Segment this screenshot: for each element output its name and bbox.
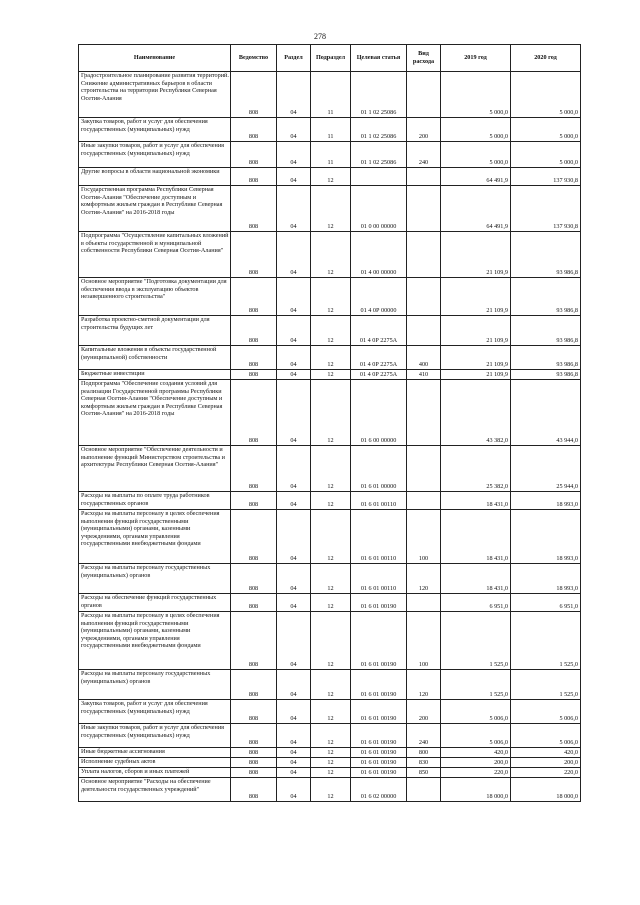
table-row [79,380,581,446]
row-name: Основное мероприятие "Подготовка документации для обеспечения ввода в эксплуатацию объектов незавершенного строительства" [79,278,231,316]
row-name: Расходы на выплаты по оплате труда работников государственных органов [79,492,231,510]
row-value-2019: 5 006,0 [441,700,511,724]
row-target-article: 01 0 00 00000 [351,186,407,232]
row-department: 808 [231,142,277,168]
row-subsection: 12 [311,446,351,492]
row-value-2020: 420,0 [511,748,581,758]
row-subsection: 12 [311,778,351,802]
row-department: 808 [231,564,277,594]
row-section: 04 [277,118,311,142]
row-expense-type: 410 [407,370,441,380]
row-value-2020: 5 000,0 [511,142,581,168]
row-target-article [351,168,407,186]
row-section: 04 [277,700,311,724]
row-section: 04 [277,370,311,380]
row-value-2019: 5 000,0 [441,72,511,118]
row-department: 808 [231,380,277,446]
row-expense-type [407,168,441,186]
table-row [79,316,581,346]
row-value-2019: 18 000,0 [441,778,511,802]
header-name: Наименование [79,45,231,72]
row-value-2020: 18 000,0 [511,778,581,802]
row-section: 04 [277,186,311,232]
row-expense-type: 120 [407,670,441,700]
table-row [79,724,581,748]
row-expense-type [407,492,441,510]
table-row [79,492,581,510]
header-target-article: Целевая статья [351,45,407,72]
row-name: Исполнение судебных актов [79,758,231,768]
table-row [79,612,581,670]
table-row [79,510,581,564]
row-section: 04 [277,724,311,748]
row-target-article: 01 6 01 00110 [351,492,407,510]
row-section: 04 [277,748,311,758]
row-expense-type: 400 [407,346,441,370]
row-section: 04 [277,778,311,802]
header-department: Ведомство [231,45,277,72]
page-number: 278 [314,32,326,41]
row-value-2020: 137 930,8 [511,186,581,232]
row-name: Градостроительное планирование развития территорий. Снижение административных барьеров в области строительства на территории Республики Северная Осетия-Алания [79,72,231,118]
row-department: 808 [231,612,277,670]
row-value-2019: 21 109,9 [441,278,511,316]
row-expense-type [407,72,441,118]
row-department: 808 [231,748,277,758]
header-year-2019: 2019 год [441,45,511,72]
row-expense-type: 200 [407,118,441,142]
row-target-article: 01 6 01 00110 [351,564,407,594]
row-expense-type: 800 [407,748,441,758]
table-row [79,346,581,370]
row-value-2020: 18 993,0 [511,492,581,510]
header-section: Раздел [277,45,311,72]
row-department: 808 [231,232,277,278]
row-subsection: 12 [311,564,351,594]
row-name: Основное мероприятие "Расходы на обеспечение деятельности государственных учреждений" [79,778,231,802]
row-subsection: 12 [311,594,351,612]
row-name: Иные закупки товаров, работ и услуг для обеспечения государственных (муниципальных) нужд [79,142,231,168]
row-section: 04 [277,346,311,370]
table-row [79,142,581,168]
header-year-2020: 2020 год [511,45,581,72]
row-target-article: 01 1 02 25086 [351,118,407,142]
row-subsection: 12 [311,346,351,370]
row-subsection: 12 [311,724,351,748]
row-value-2019: 18 431,0 [441,510,511,564]
row-value-2019: 1 525,0 [441,670,511,700]
row-value-2019: 21 109,9 [441,346,511,370]
row-target-article: 01 6 02 00000 [351,778,407,802]
table-row [79,758,581,768]
row-name: Расходы на выплаты персоналу в целях обеспечения выполнения функций государственными (муниципальными) органами, казенными учреждениями, органами управления государственными внебюджетными фондами [79,612,231,670]
row-department: 808 [231,758,277,768]
row-department: 808 [231,278,277,316]
table-row [79,370,581,380]
row-section: 04 [277,316,311,346]
row-subsection: 12 [311,232,351,278]
row-department: 808 [231,186,277,232]
row-section: 04 [277,510,311,564]
row-target-article: 01 6 01 00000 [351,446,407,492]
row-target-article: 01 4 0Р 2275А [351,316,407,346]
row-value-2019: 21 109,9 [441,370,511,380]
row-subsection: 12 [311,316,351,346]
row-department: 808 [231,700,277,724]
row-name: Иные закупки товаров, работ и услуг для обеспечения государственных (муниципальных) нужд [79,724,231,748]
table-row [79,700,581,724]
row-department: 808 [231,778,277,802]
row-name: Основное мероприятие "Обеспечение деятельности и выполнение функций Министерством строительства и архитектуры Республики Северная Осетия-Алания" [79,446,231,492]
row-subsection: 12 [311,700,351,724]
row-value-2019: 5 000,0 [441,142,511,168]
budget-table [78,44,581,802]
row-expense-type [407,380,441,446]
table-row [79,768,581,778]
row-subsection: 12 [311,370,351,380]
row-value-2019: 6 951,0 [441,594,511,612]
row-name: Закупка товаров, работ и услуг для обеспечения государственных (муниципальных) нужд [79,700,231,724]
table-row [79,670,581,700]
row-target-article: 01 1 02 25086 [351,142,407,168]
row-department: 808 [231,724,277,748]
row-target-article: 01 4 0Р 00000 [351,278,407,316]
row-subsection: 12 [311,278,351,316]
row-target-article: 01 6 01 00190 [351,670,407,700]
row-target-article: 01 6 01 00110 [351,510,407,564]
row-value-2020: 5 006,0 [511,700,581,724]
table-row [79,446,581,492]
row-name: Расходы на обеспечение функций государственных органов [79,594,231,612]
row-target-article: 01 4 00 00000 [351,232,407,278]
row-name: Подпрограмма "Осуществление капитальных вложений в объекты государственной и муниципальной собственности Республики Северная Осетия-Алания" [79,232,231,278]
row-value-2020: 137 930,8 [511,168,581,186]
row-section: 04 [277,380,311,446]
row-expense-type [407,778,441,802]
row-department: 808 [231,446,277,492]
row-value-2019: 200,0 [441,758,511,768]
row-value-2019: 5 006,0 [441,724,511,748]
row-target-article: 01 4 0Р 2275А [351,346,407,370]
row-value-2019: 64 491,9 [441,168,511,186]
row-value-2020: 5 000,0 [511,118,581,142]
row-name: Капитальные вложения в объекты государственной (муниципальной) собственности [79,346,231,370]
row-subsection: 12 [311,492,351,510]
row-department: 808 [231,492,277,510]
row-subsection: 12 [311,186,351,232]
row-value-2020: 200,0 [511,758,581,768]
row-expense-type: 240 [407,142,441,168]
row-department: 808 [231,72,277,118]
row-expense-type: 120 [407,564,441,594]
row-value-2019: 25 382,0 [441,446,511,492]
table-row [79,118,581,142]
row-value-2020: 6 951,0 [511,594,581,612]
table-row [79,778,581,802]
table-header-row [79,45,581,72]
row-name: Другие вопросы в области национальной экономики [79,168,231,186]
row-target-article: 01 6 01 00190 [351,700,407,724]
row-subsection: 11 [311,142,351,168]
table-row [79,594,581,612]
row-name: Уплата налогов, сборов и иных платежей [79,768,231,778]
row-value-2020: 5 000,0 [511,72,581,118]
row-section: 04 [277,142,311,168]
row-expense-type [407,316,441,346]
row-target-article: 01 1 02 25086 [351,72,407,118]
row-value-2020: 220,0 [511,768,581,778]
row-value-2020: 1 525,0 [511,612,581,670]
row-department: 808 [231,118,277,142]
row-target-article: 01 6 01 00190 [351,724,407,748]
row-subsection: 12 [311,510,351,564]
table-row [79,232,581,278]
row-target-article: 01 6 01 00190 [351,612,407,670]
row-value-2020: 1 525,0 [511,670,581,700]
row-name: Расходы на выплаты персоналу государственных (муниципальных) органов [79,564,231,594]
row-department: 808 [231,670,277,700]
row-target-article: 01 4 0Р 2275А [351,370,407,380]
row-section: 04 [277,670,311,700]
row-target-article: 01 6 01 00190 [351,768,407,778]
row-name: Иные бюджетные ассигнования [79,748,231,758]
row-value-2019: 18 431,0 [441,564,511,594]
row-value-2020: 93 986,8 [511,346,581,370]
row-expense-type [407,186,441,232]
table-row [79,72,581,118]
row-value-2020: 93 986,8 [511,316,581,346]
row-name: Бюджетные инвестиции [79,370,231,380]
row-value-2019: 21 109,9 [441,232,511,278]
row-value-2020: 93 986,8 [511,232,581,278]
row-department: 808 [231,594,277,612]
row-subsection: 11 [311,72,351,118]
row-subsection: 12 [311,168,351,186]
row-section: 04 [277,564,311,594]
table-row [79,278,581,316]
row-subsection: 12 [311,380,351,446]
row-value-2019: 64 491,9 [441,186,511,232]
row-expense-type: 100 [407,510,441,564]
row-expense-type: 100 [407,612,441,670]
row-department: 808 [231,510,277,564]
row-target-article: 01 6 01 00190 [351,758,407,768]
table-row [79,186,581,232]
row-section: 04 [277,446,311,492]
row-subsection: 12 [311,768,351,778]
row-subsection: 12 [311,748,351,758]
row-subsection: 12 [311,670,351,700]
row-name: Расходы на выплаты персоналу в целях обеспечения выполнения функций государственными (муниципальными) органами, казенными учреждениями, органами управления государственными внебюджетными фондами [79,510,231,564]
row-name: Закупка товаров, работ и услуг для обеспечения государственных (муниципальных) нужд [79,118,231,142]
row-value-2020: 93 986,8 [511,370,581,380]
row-name: Разработка проектно-сметной документации для строительства будущих лет [79,316,231,346]
row-target-article: 01 6 00 00000 [351,380,407,446]
row-department: 808 [231,346,277,370]
row-value-2019: 220,0 [441,768,511,778]
row-name: Государственная программа Республики Северная Осетия-Алания "Обеспечение доступным и комфортным жильем граждан в Республике Северная Осетия-Алания" на 2016-2018 годы [79,186,231,232]
row-subsection: 11 [311,118,351,142]
row-expense-type [407,446,441,492]
row-expense-type: 830 [407,758,441,768]
row-value-2020: 18 993,0 [511,510,581,564]
row-section: 04 [277,278,311,316]
row-section: 04 [277,612,311,670]
row-section: 04 [277,594,311,612]
row-target-article: 01 6 01 00190 [351,594,407,612]
row-value-2020: 43 944,0 [511,380,581,446]
row-expense-type [407,278,441,316]
row-value-2019: 420,0 [441,748,511,758]
row-value-2020: 25 944,0 [511,446,581,492]
table-row [79,564,581,594]
row-name: Подпрограмма "Обеспечение создания условий для реализации Государственной программы Республики Северная Осетия-Алания "Обеспечение доступным и комфортным жильем граждан в Республике Северная Осетия-Алания" на 2016-2018 годы [79,380,231,446]
row-expense-type: 850 [407,768,441,778]
row-target-article: 01 6 01 00190 [351,748,407,758]
row-value-2019: 18 431,0 [441,492,511,510]
row-name: Расходы на выплаты персоналу государственных (муниципальных) органов [79,670,231,700]
row-expense-type [407,594,441,612]
row-section: 04 [277,168,311,186]
row-department: 808 [231,370,277,380]
row-subsection: 12 [311,612,351,670]
row-department: 808 [231,168,277,186]
row-section: 04 [277,758,311,768]
row-subsection: 12 [311,758,351,768]
row-expense-type: 200 [407,700,441,724]
row-value-2019: 5 000,0 [441,118,511,142]
row-section: 04 [277,768,311,778]
row-section: 04 [277,72,311,118]
table-row [79,168,581,186]
row-value-2019: 43 382,0 [441,380,511,446]
row-section: 04 [277,492,311,510]
row-expense-type [407,232,441,278]
row-section: 04 [277,232,311,278]
table-row [79,748,581,758]
row-expense-type: 240 [407,724,441,748]
header-subsection: Подраздел [311,45,351,72]
header-expense-type: Вид расхода [407,45,441,72]
table-body [79,72,581,802]
row-value-2020: 5 006,0 [511,724,581,748]
row-value-2020: 18 993,0 [511,564,581,594]
row-value-2020: 93 986,8 [511,278,581,316]
row-value-2019: 21 109,9 [441,316,511,346]
row-department: 808 [231,316,277,346]
row-value-2019: 1 525,0 [441,612,511,670]
row-department: 808 [231,768,277,778]
